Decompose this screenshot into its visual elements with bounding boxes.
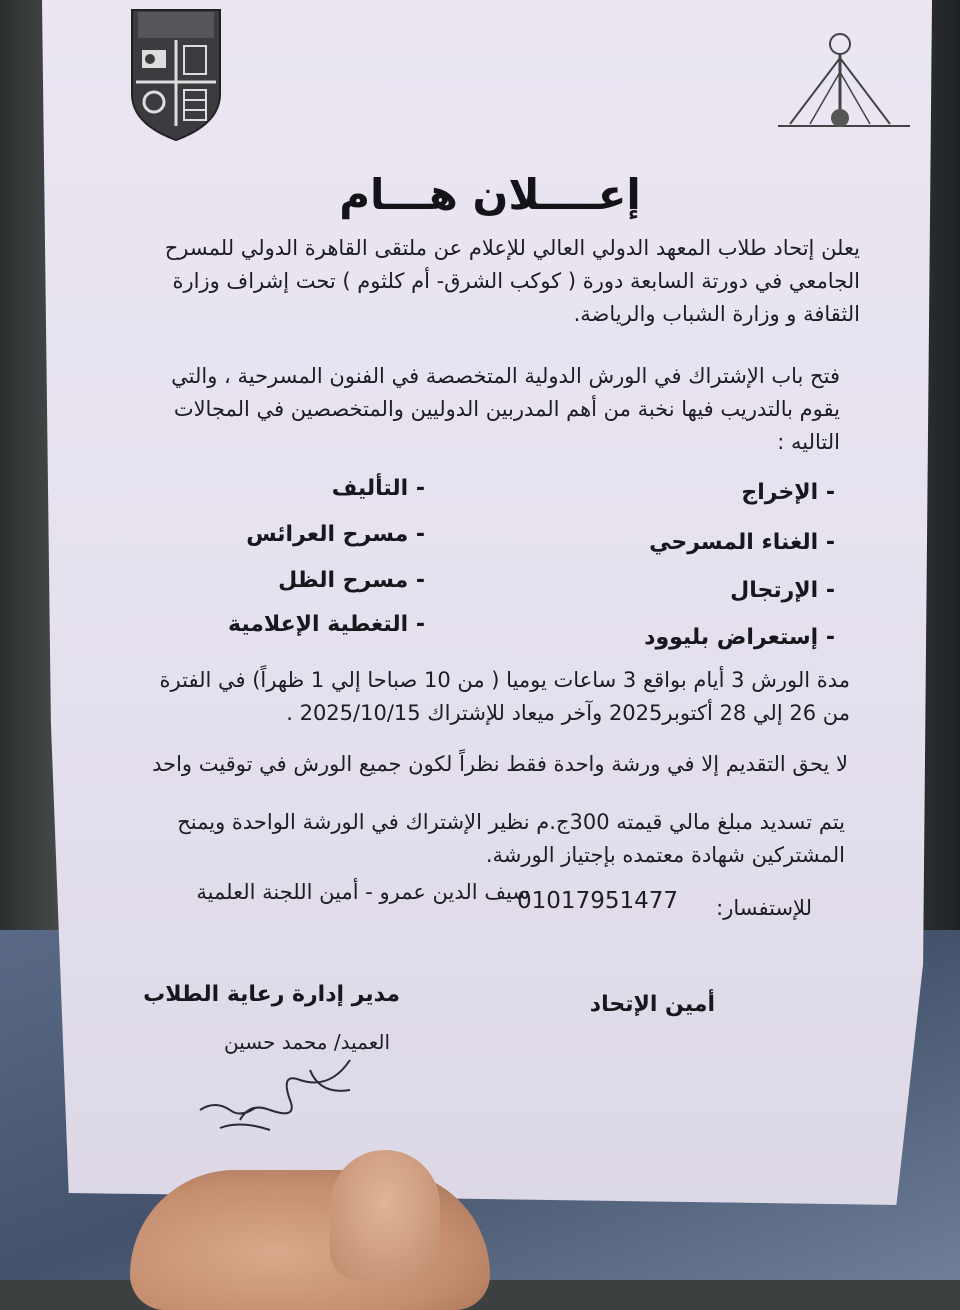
field-bollywood-show: - إستعراض بليوود bbox=[644, 625, 835, 650]
single-workshop-rule: لا يحق التقديم إلا في ورشة واحدة فقط نظراً لكون جميع الورش في توقيت واحد bbox=[152, 752, 848, 776]
field-media-coverage: - التغطية الإعلامية bbox=[227, 612, 425, 637]
student-union-emblem bbox=[128, 6, 224, 144]
page-title: إعــــلان هـــام bbox=[339, 170, 641, 219]
intro-paragraph bbox=[100, 232, 860, 331]
thumb bbox=[330, 1150, 440, 1280]
fee-paragraph bbox=[100, 806, 845, 872]
field-directing: - الإخراج bbox=[741, 480, 835, 505]
workshops-intro-paragraph bbox=[100, 360, 840, 459]
workshops-intro-line-3: التاليه : bbox=[777, 430, 840, 454]
intro-line-1: يعلن إتحاد طلاب المعهد الدولي العالي للإعلام عن ملتقى القاهرة الدولي للمسرح bbox=[164, 236, 860, 260]
intro-line-2: الجامعي في دورتة السابعة دورة ( كوكب الشرق- أم كلثوم ) تحت إشراف وزارة bbox=[172, 269, 860, 293]
director-label: مدير إدارة رعاية الطلاب bbox=[143, 982, 400, 1007]
handwritten-signature bbox=[180, 1050, 380, 1140]
fee-line-1: يتم تسديد مبلغ مالي قيمته 300ج.م نظير الإشتراك في الورشة الواحدة ويمنح bbox=[177, 810, 845, 834]
contact-label: للإستفسار: bbox=[716, 896, 812, 920]
duration-line-2: من 26 إلي 28 أكتوبر2025 وآخر ميعاد للإشتراك 2025/10/15 . bbox=[286, 701, 850, 725]
field-shadow-theatre: - مسرح الظل bbox=[278, 568, 425, 593]
intro-line-3: الثقافة و وزارة الشباب والرياضة. bbox=[573, 302, 860, 326]
workshops-intro-line-1: فتح باب الإشتراك في الورش الدولية المتخصصة في الفنون المسرحية ، والتي bbox=[171, 364, 840, 388]
contact-person: سيف الدين عمرو - أمين اللجنة العلمية bbox=[196, 880, 530, 904]
field-musical-singing: - الغناء المسرحي bbox=[649, 530, 835, 555]
field-improvisation: - الإرتجال bbox=[730, 578, 835, 603]
field-puppet-theatre: - مسرح العرائس bbox=[246, 522, 425, 547]
union-secretary-label: أمين الإتحاد bbox=[589, 992, 715, 1017]
director-name: العميد/ محمد حسين bbox=[224, 1030, 390, 1054]
fee-line-2: المشتركين شهادة معتمده بإجتياز الورشة. bbox=[485, 843, 845, 867]
duration-paragraph bbox=[100, 664, 850, 730]
institute-logo bbox=[770, 28, 920, 146]
workshops-intro-line-2: يقوم بالتدريب فيها نخبة من أهم المدربين الدوليين والمتخصصين في المجالات bbox=[173, 397, 840, 421]
contact-phone: 01017951477 bbox=[517, 888, 678, 914]
field-playwriting: - التأليف bbox=[331, 476, 425, 501]
duration-line-1: مدة الورش 3 أيام بواقع 3 ساعات يوميا ( من 10 صباحا إلي 1 ظهراً) في الفترة bbox=[159, 668, 850, 692]
